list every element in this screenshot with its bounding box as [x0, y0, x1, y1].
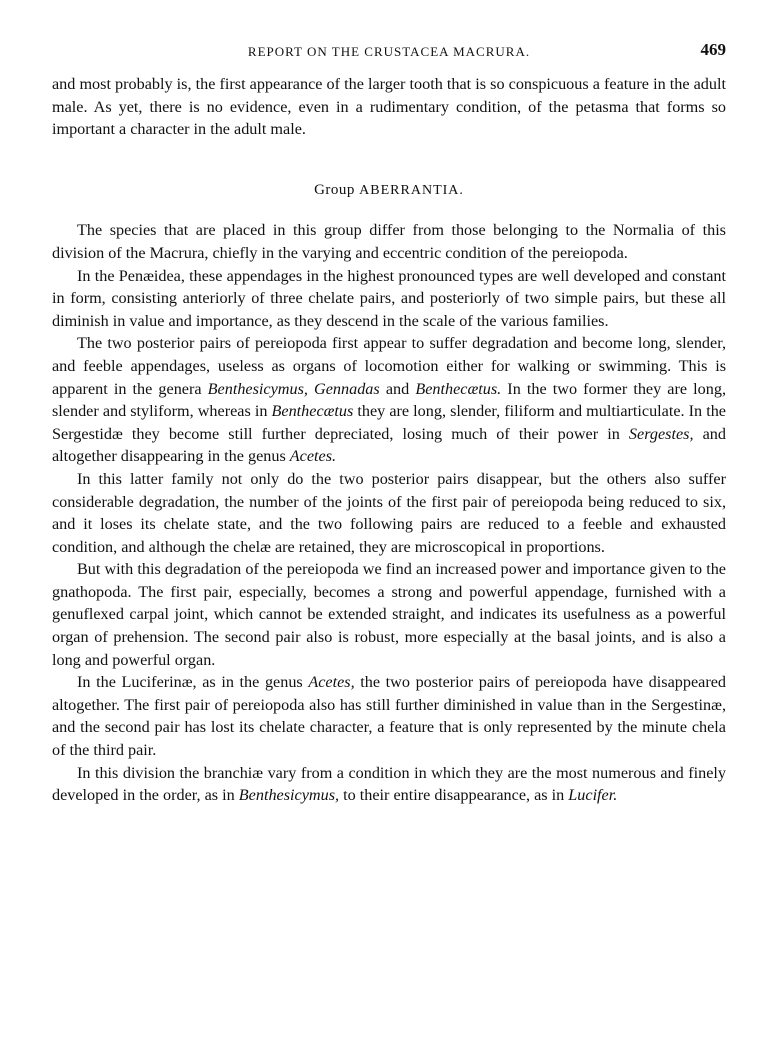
genus-acetes: Acetes. — [289, 447, 337, 466]
section-heading — [52, 179, 726, 203]
paragraph-5: But with this degradation of the pereiopoda we find an increased power and importance given to the gnathopoda. The first pair, especially, becomes a strong and powerful appendage, furnished with a genuflexed carpal joint, which cannot be extended straight, and indicates its usefulness as a powerful organ of prehension. The second pair also is robust, more especially at the basal joints, and is also a long and powerful organ. — [52, 560, 726, 669]
heading-group-name: ABERRANTIA. — [359, 182, 464, 198]
genus-acetes-2: Acetes, — [308, 673, 355, 692]
paragraph-3-text-5: they are long, slender, filiform and multiarticulate. In the Sergestidæ they become still further depreciated, losing much of their power in — [52, 402, 726, 443]
paragraph-7 — [52, 762, 726, 807]
running-header — [52, 40, 726, 64]
paragraph-6-text-2: the two posterior pairs of pereiopoda have disappeared altogether. The first pair of pereiopoda also has still further diminished in value than in the Sergestinæ, and the second pair has lost its chelate character, a feature that is only represented by the minute chela of the third pair. — [52, 673, 726, 760]
paragraph-6-text-1: In the Luciferinæ, as in the genus — [77, 673, 309, 692]
paragraph-2: In the Penæidea, these appendages in the highest pronounced types are well developed and constant in form, consisting anteriorly of three chelate pairs, and posteriorly of two simple pairs, but these all diminish in value and importance, as they descend in the scale of the various families. — [52, 266, 726, 330]
genus-benthesicymus-2: Benthesicymus, — [238, 786, 340, 805]
paragraph-6 — [52, 671, 726, 761]
paragraph-7-text-1: In this division the branchiæ vary from a condition in which they are the most numerous and finely developed in the order, as in — [52, 763, 726, 805]
paragraph-3-text-3: and — [379, 379, 416, 398]
paragraph-3-text-6: and altogether disappearing in the genus — [52, 424, 726, 466]
page — [52, 40, 726, 807]
paragraph-3-text-1: The two posterior pairs of pereiopoda first appear to suffer degradation and become long, slender, and feeble appendages, useless as organs of locomotion either for walking or swimming. This is apparent in the genera — [52, 334, 726, 398]
page-number: 469 — [700, 40, 726, 59]
heading-prefix: Group — [314, 181, 355, 198]
paragraph-3 — [52, 332, 726, 468]
paragraph-3-text-4: In the two former they are long, slender and styliform, whereas in — [52, 379, 727, 421]
paragraph-1: The species that are placed in this group differ from those belonging to the Normalia of this division of the Macrura, chiefly in the varying and eccentric condition of the pereiopoda. — [52, 221, 726, 262]
genus-sergestes: Sergestes, — [628, 424, 694, 443]
paragraph-7-text-2: to their entire disappearance, as in — [339, 786, 569, 805]
paragraph-4: In this latter family not only do the two posterior pairs disappear, but the others also suffer considerable degradation, the number of the joints of the first pair of pereiopoda being reduced to six, and it loses its chelate state, and the two following pairs are reduced to a feeble and exhausted condition, and although the chelæ are retained, they are microscopical in proportions. — [52, 469, 726, 556]
genus-benthesicymus: Benthesicymus, — [207, 379, 308, 398]
continuation-paragraph: and most probably is, the first appearance of the larger tooth that is so conspicuous a feature in the adult male. As yet, there is no evidence, even in a rudimentary condition, of the petasma that forms so important a character in the adult male. — [52, 75, 726, 139]
genus-benthecaetus-2: Benthecætus — [271, 402, 354, 421]
genus-benthecaetus: Benthecætus. — [415, 379, 502, 398]
genus-lucifer: Lucifer. — [568, 786, 618, 805]
running-title: REPORT ON THE CRUSTACEA MACRURA. — [247, 44, 531, 59]
genus-gennadas: Gennadas — [314, 379, 380, 398]
body-text — [52, 73, 726, 807]
